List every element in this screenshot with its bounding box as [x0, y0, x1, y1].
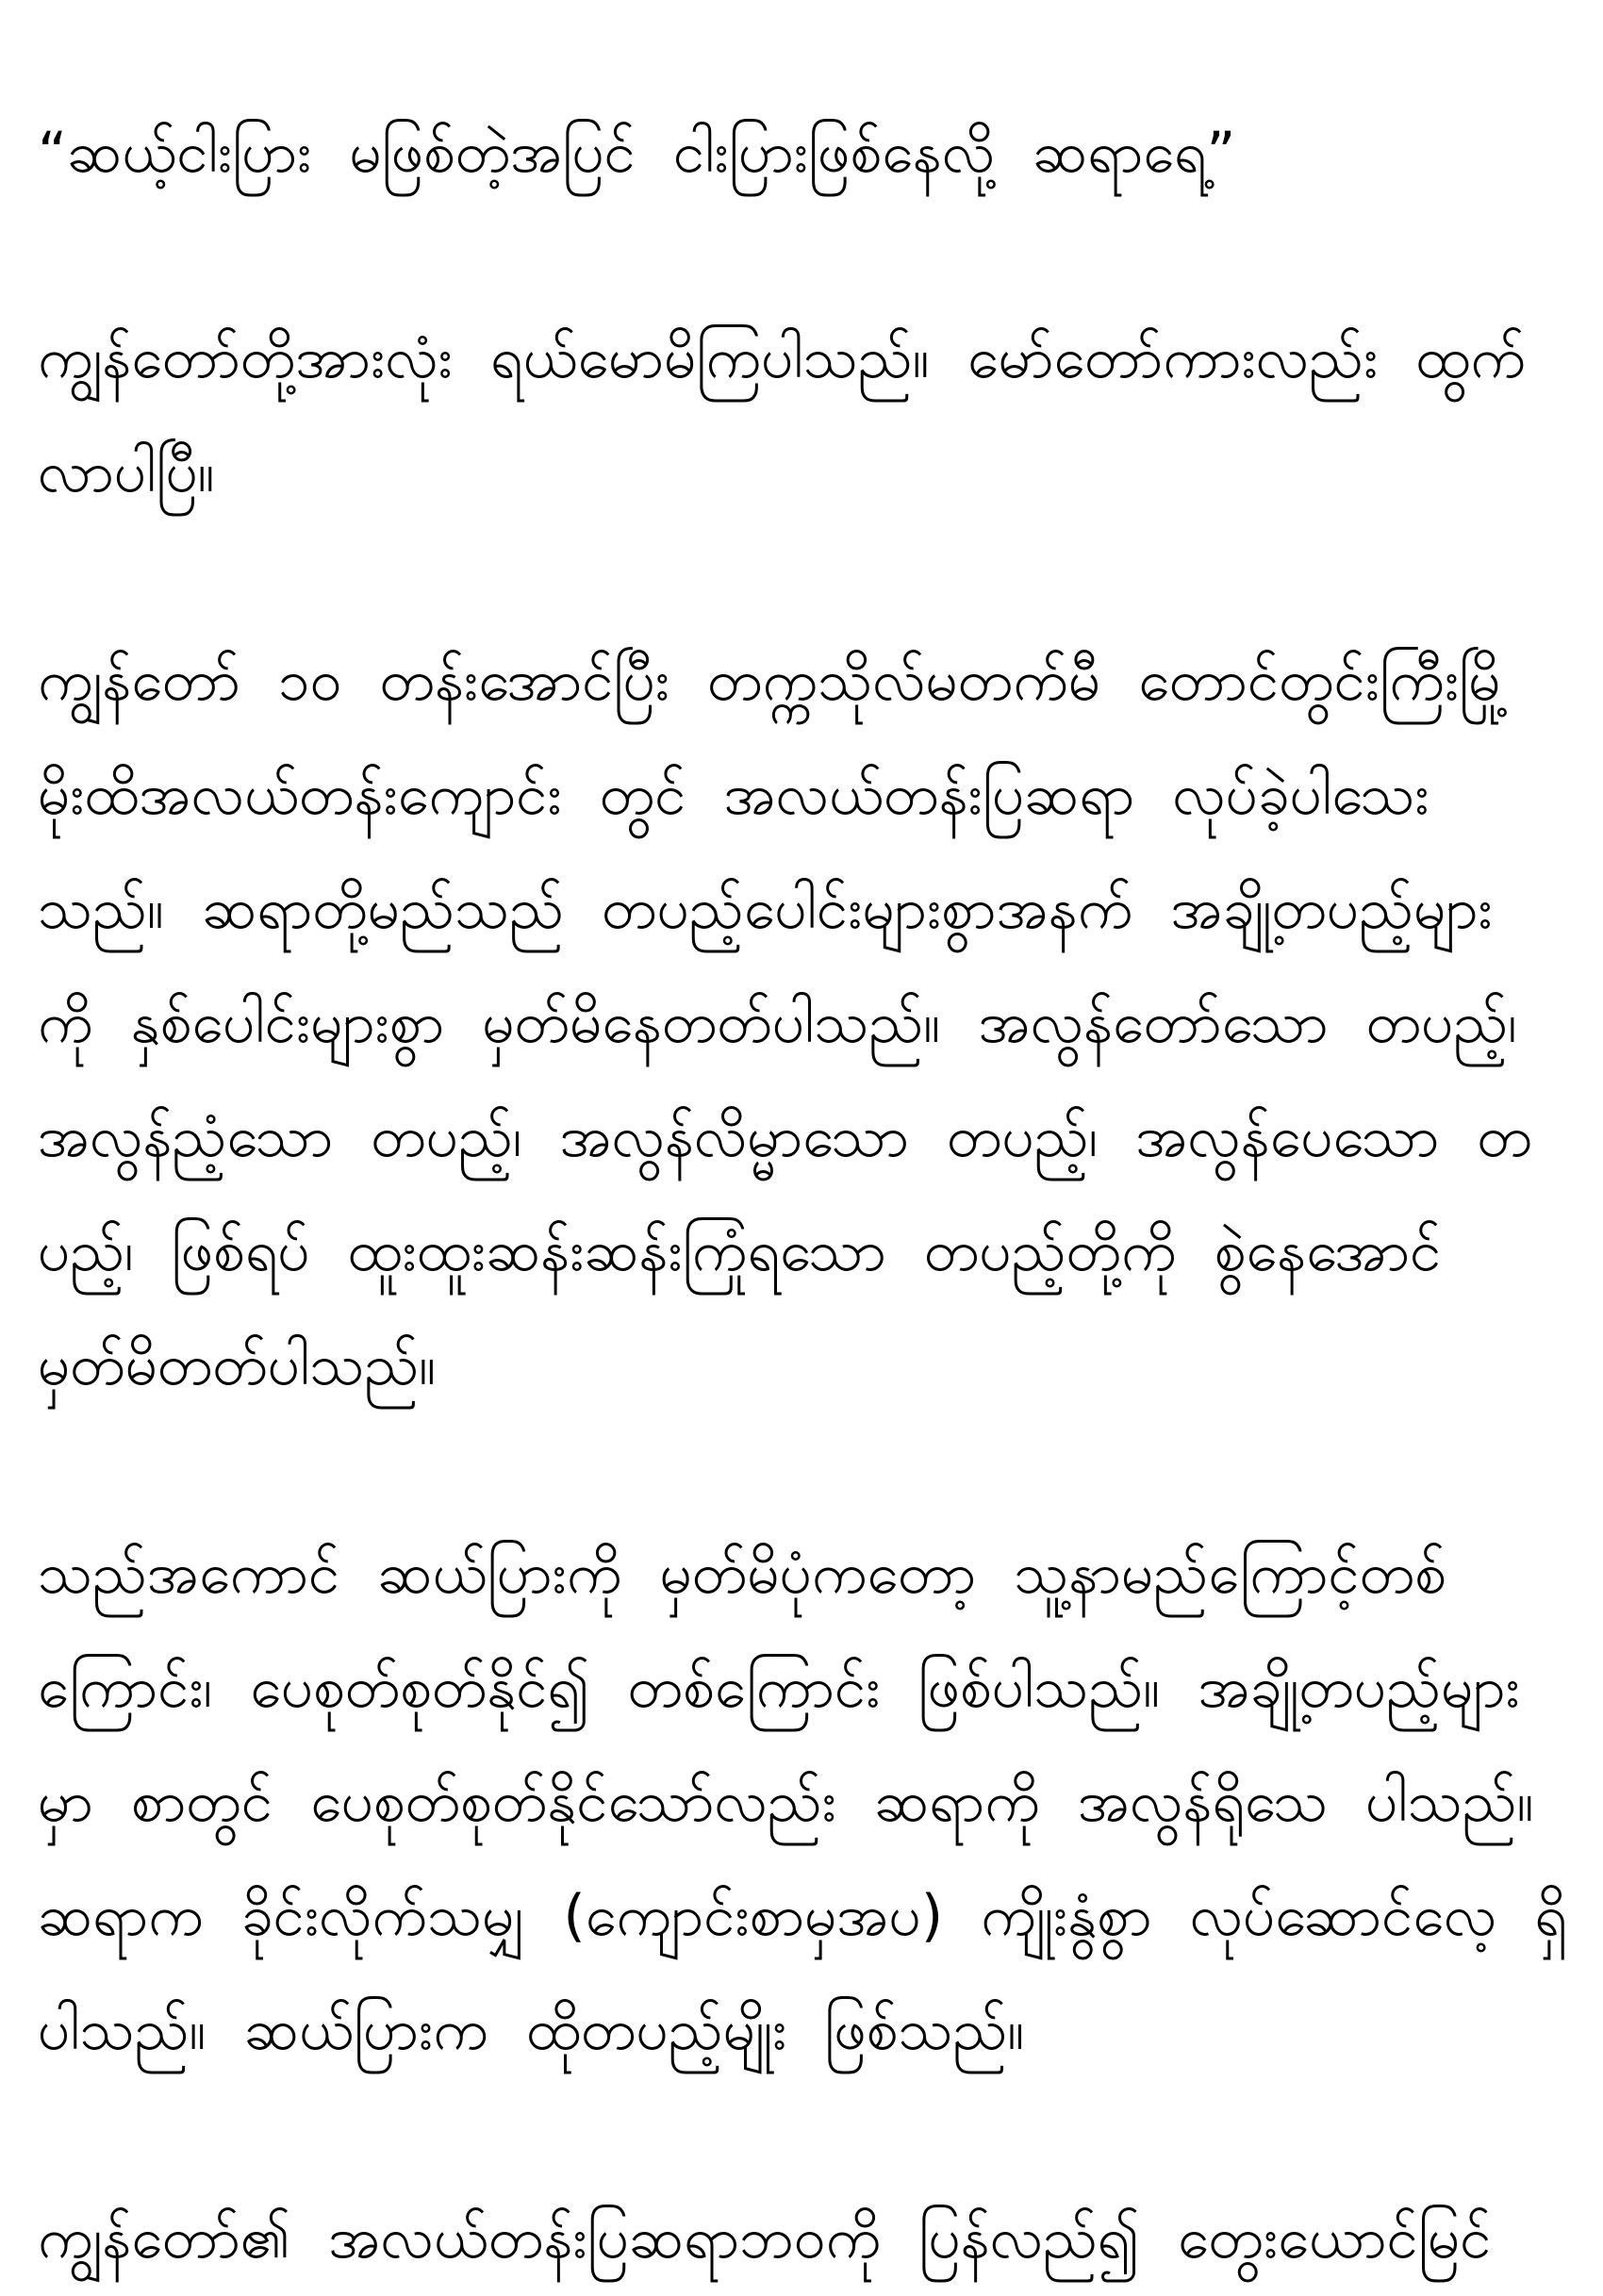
text-line: ကျွန်တော် ၁၀ တန်းအောင်ပြီး တက္ကသိုလ်မတက်မီ တောင်တွင်းကြီးမြို့ — [38, 648, 1510, 714]
paragraph — [38, 624, 1567, 1423]
paragraph — [38, 2182, 1567, 2296]
text-line: ကြောင်း၊ ပေစုတ်စုတ်နိုင်၍ တစ်ကြောင်း ဖြစ်ပါသည်။ အချို့တပည့်များ — [38, 1655, 1520, 1721]
quote-title: “ဆယ့်ငါးပြား မဖြစ်တဲ့အပြင် ငါးပြားဖြစ်နေလို့ ဆရာရေ့” — [38, 120, 1236, 186]
text-line: ဆရာက ခိုင်းလိုက်သမျှ (ကျောင်းစာမှအပ) ကျိုးနွံစွာ လုပ်ဆောင်လေ့ ရှိ — [38, 1883, 1567, 1949]
text-line: လာပါပြီ။ — [38, 439, 215, 505]
paragraph — [38, 1517, 1567, 2088]
text-line: သည်။ ဆရာတို့မည်သည် တပည့်ပေါင်းများစွာအနက် အချို့တပည့်များ — [38, 876, 1493, 942]
text-line: သည်အကောင် ဆယ်ပြားကို မှတ်မိပုံကတော့ သူ့နာမည်ကြောင့်တစ် — [38, 1541, 1446, 1607]
text-line: မှာ စာတွင် ပေစုတ်စုတ်နိုင်သော်လည်း ဆရာကို အလွန်ရိုသေ ပါသည်။ — [38, 1769, 1534, 1835]
text-line: ကို နှစ်ပေါင်းများစွာ မှတ်မိနေတတ်ပါသည်။ အလွန်တော်သော တပည့်၊ — [38, 990, 1517, 1056]
text-line: မိုးထိအလယ်တန်းကျောင်း တွင် အလယ်တန်းပြဆရာ လုပ်ခဲ့ပါသေး — [38, 762, 1429, 828]
text-line: အလွန်ညံ့သော တပည့်၊ အလွန်လိမ္မာသော တပည့်၊ အလွန်ပေသော တ — [38, 1104, 1532, 1170]
text-line: ပါသည်။ ဆယ်ပြားက ထိုတပည့်မျိုး ဖြစ်သည်။ — [38, 1997, 1025, 2063]
text-line: ကျွန်တော်တို့အားလုံး ရယ်မောမိကြပါသည်။ မော်တော်ကားလည်း ထွက် — [38, 325, 1527, 391]
text-line: မှတ်မိတတ်ပါသည်။ — [38, 1332, 437, 1398]
text-line: ပည့်၊ ဖြစ်ရပ် ထူးထူးဆန်းဆန်းကြုံရသော တပည့်တို့ကို စွဲနေအောင် — [38, 1218, 1442, 1284]
paragraph — [38, 302, 1567, 530]
text-line: ကျွန်တော်၏ အလယ်တန်းပြဆရာဘဝကို ပြန်လည်၍ တွေးယောင်မြင် — [38, 2205, 1492, 2271]
